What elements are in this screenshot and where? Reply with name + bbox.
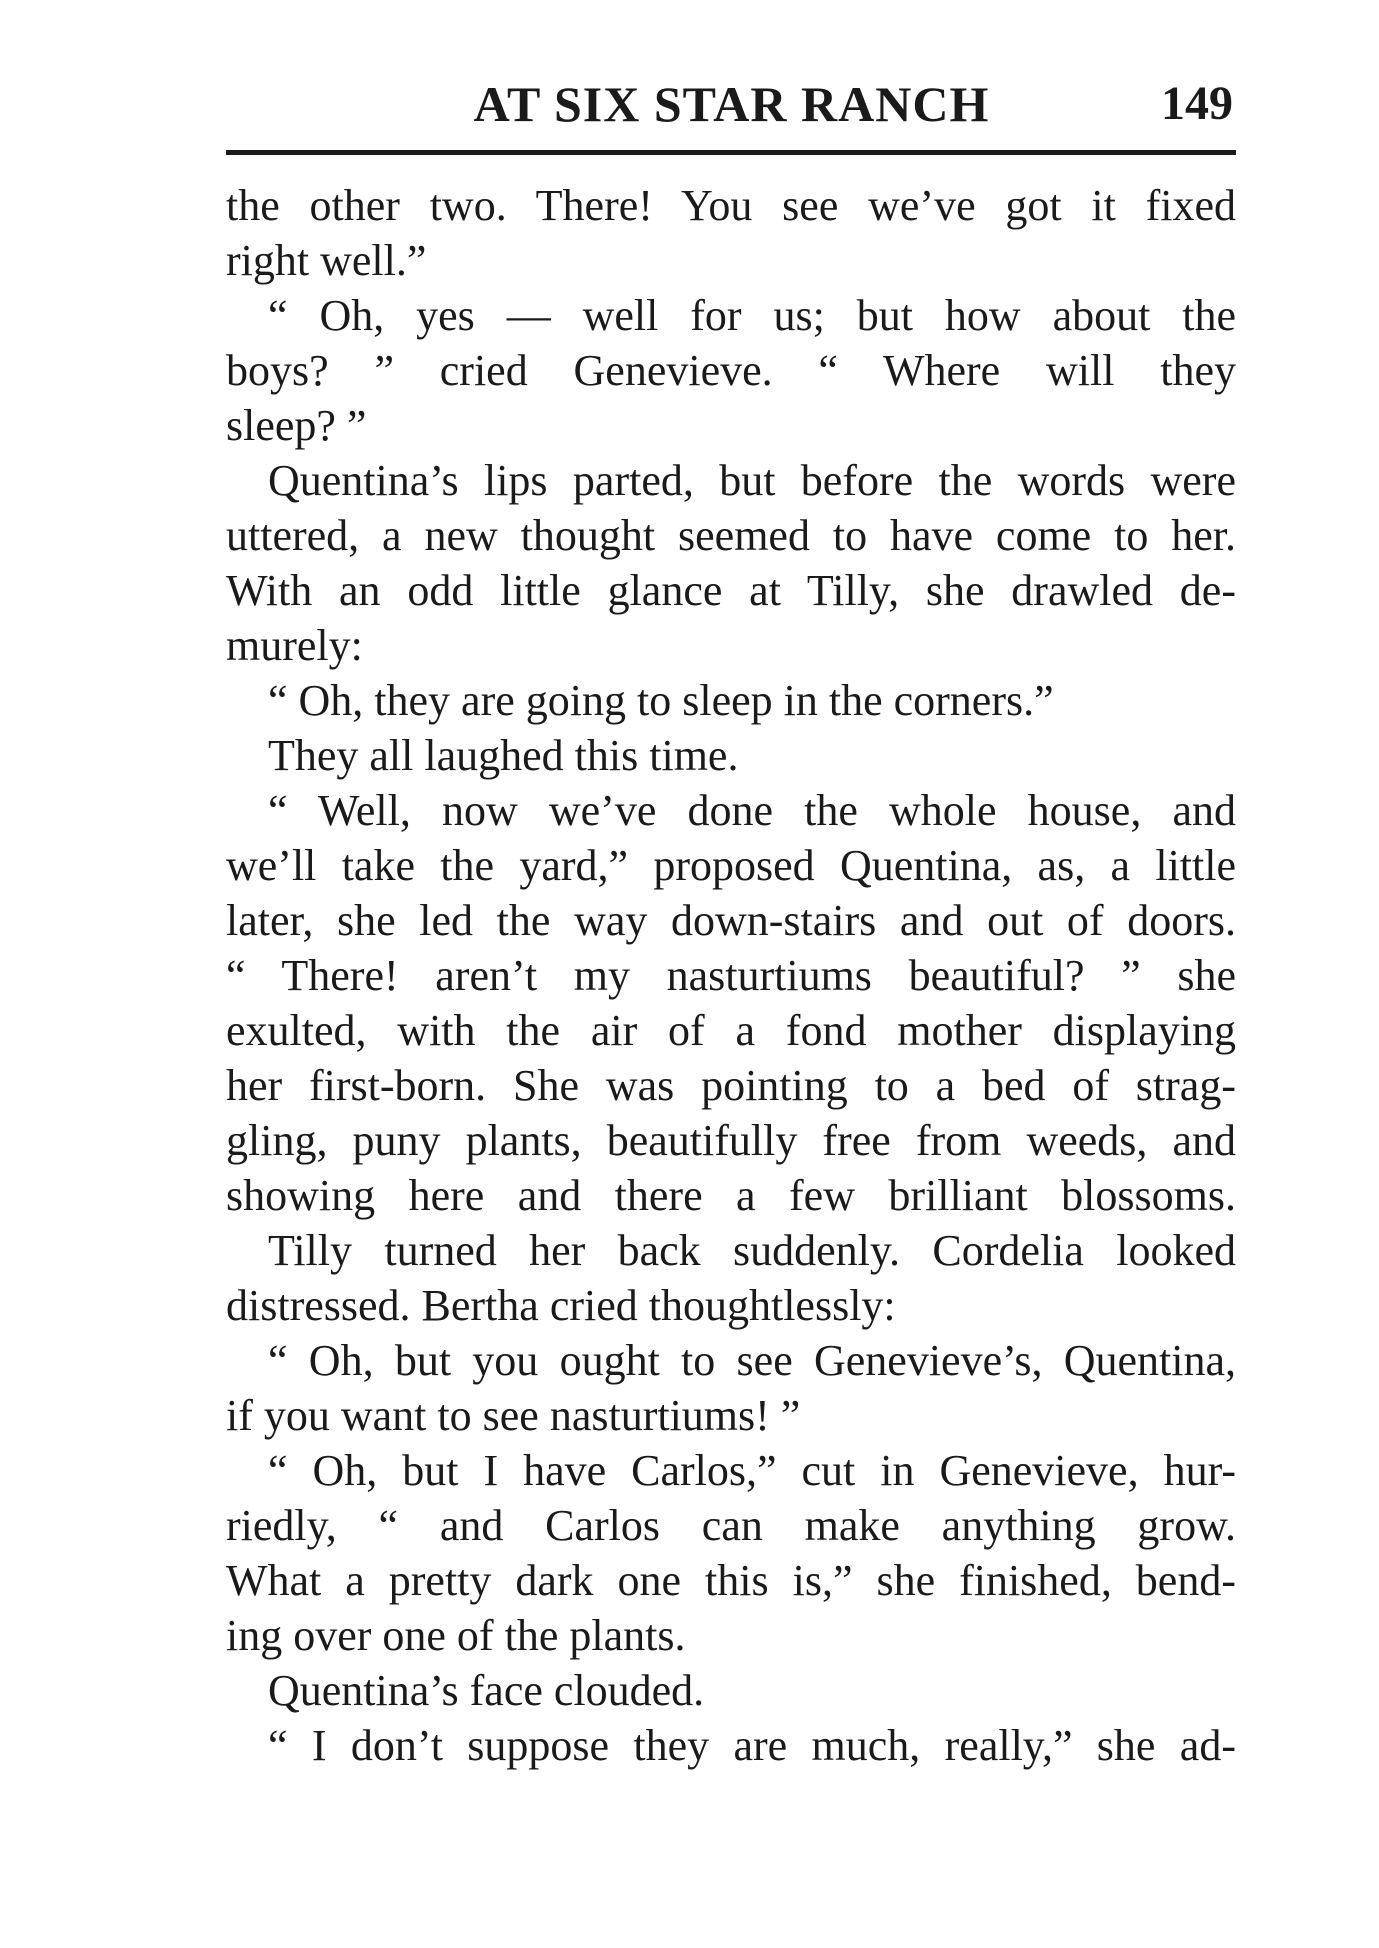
text-line: sleep? ” <box>226 401 367 450</box>
text-line: Quentina’s face clouded. <box>268 1666 705 1715</box>
text-line: riedly, “ and Carlos can make anything grow. <box>226 1501 1236 1550</box>
page-number: 149 <box>1161 77 1233 130</box>
text-line: boys? ” cried Genevieve. “ Where will they <box>226 346 1236 395</box>
text-line: right well.” <box>226 236 427 285</box>
text-line: With an odd little glance at Tilly, she drawled de- <box>226 566 1236 615</box>
header-rule <box>226 150 1236 155</box>
text-line: “ Oh, yes — well for us; but how about the <box>268 291 1236 340</box>
page-header <box>228 72 1235 136</box>
text-line: distressed. Bertha cried thoughtlessly: <box>226 1281 896 1330</box>
text-line: later, she led the way down-stairs and out of doors. <box>226 896 1236 945</box>
text-line: “ Oh, they are going to sleep in the corners.” <box>268 676 1054 725</box>
text-line: murely: <box>226 621 363 670</box>
text-line: “ Oh, but I have Carlos,” cut in Genevieve, hur- <box>268 1446 1236 1495</box>
text-line: uttered, a new thought seemed to have come to her. <box>226 511 1236 560</box>
text-line: the other two. There! You see we’ve got it fixed <box>226 181 1236 230</box>
text-line: What a pretty dark one this is,” she finished, bend- <box>226 1556 1236 1605</box>
text-line: They all laughed this time. <box>268 731 739 780</box>
running-title: AT SIX STAR RANCH <box>473 76 990 132</box>
text-line: “ Oh, but you ought to see Genevieve’s, Quentina, <box>268 1336 1236 1385</box>
text-line: Tilly turned her back suddenly. Cordelia looked <box>268 1226 1236 1275</box>
text-line: her first-born. She was pointing to a bed of strag- <box>226 1061 1236 1110</box>
text-line: “ I don’t suppose they are much, really,” she ad- <box>268 1721 1236 1770</box>
text-line: ing over one of the plants. <box>226 1611 686 1660</box>
body-text <box>226 178 1236 1773</box>
text-line: Quentina’s lips parted, but before the words were <box>268 456 1236 505</box>
text-line: we’ll take the yard,” proposed Quentina, as, a little <box>226 841 1236 890</box>
text-line: if you want to see nasturtiums! ” <box>226 1391 801 1440</box>
text-line: exulted, with the air of a fond mother displaying <box>226 1006 1236 1055</box>
text-line: “ There! aren’t my nasturtiums beautiful? ” she <box>226 951 1236 1000</box>
text-line: “ Well, now we’ve done the whole house, and <box>268 786 1236 835</box>
text-line: gling, puny plants, beautifully free from weeds, and <box>226 1116 1236 1165</box>
text-line: showing here and there a few brilliant blossoms. <box>226 1171 1236 1220</box>
